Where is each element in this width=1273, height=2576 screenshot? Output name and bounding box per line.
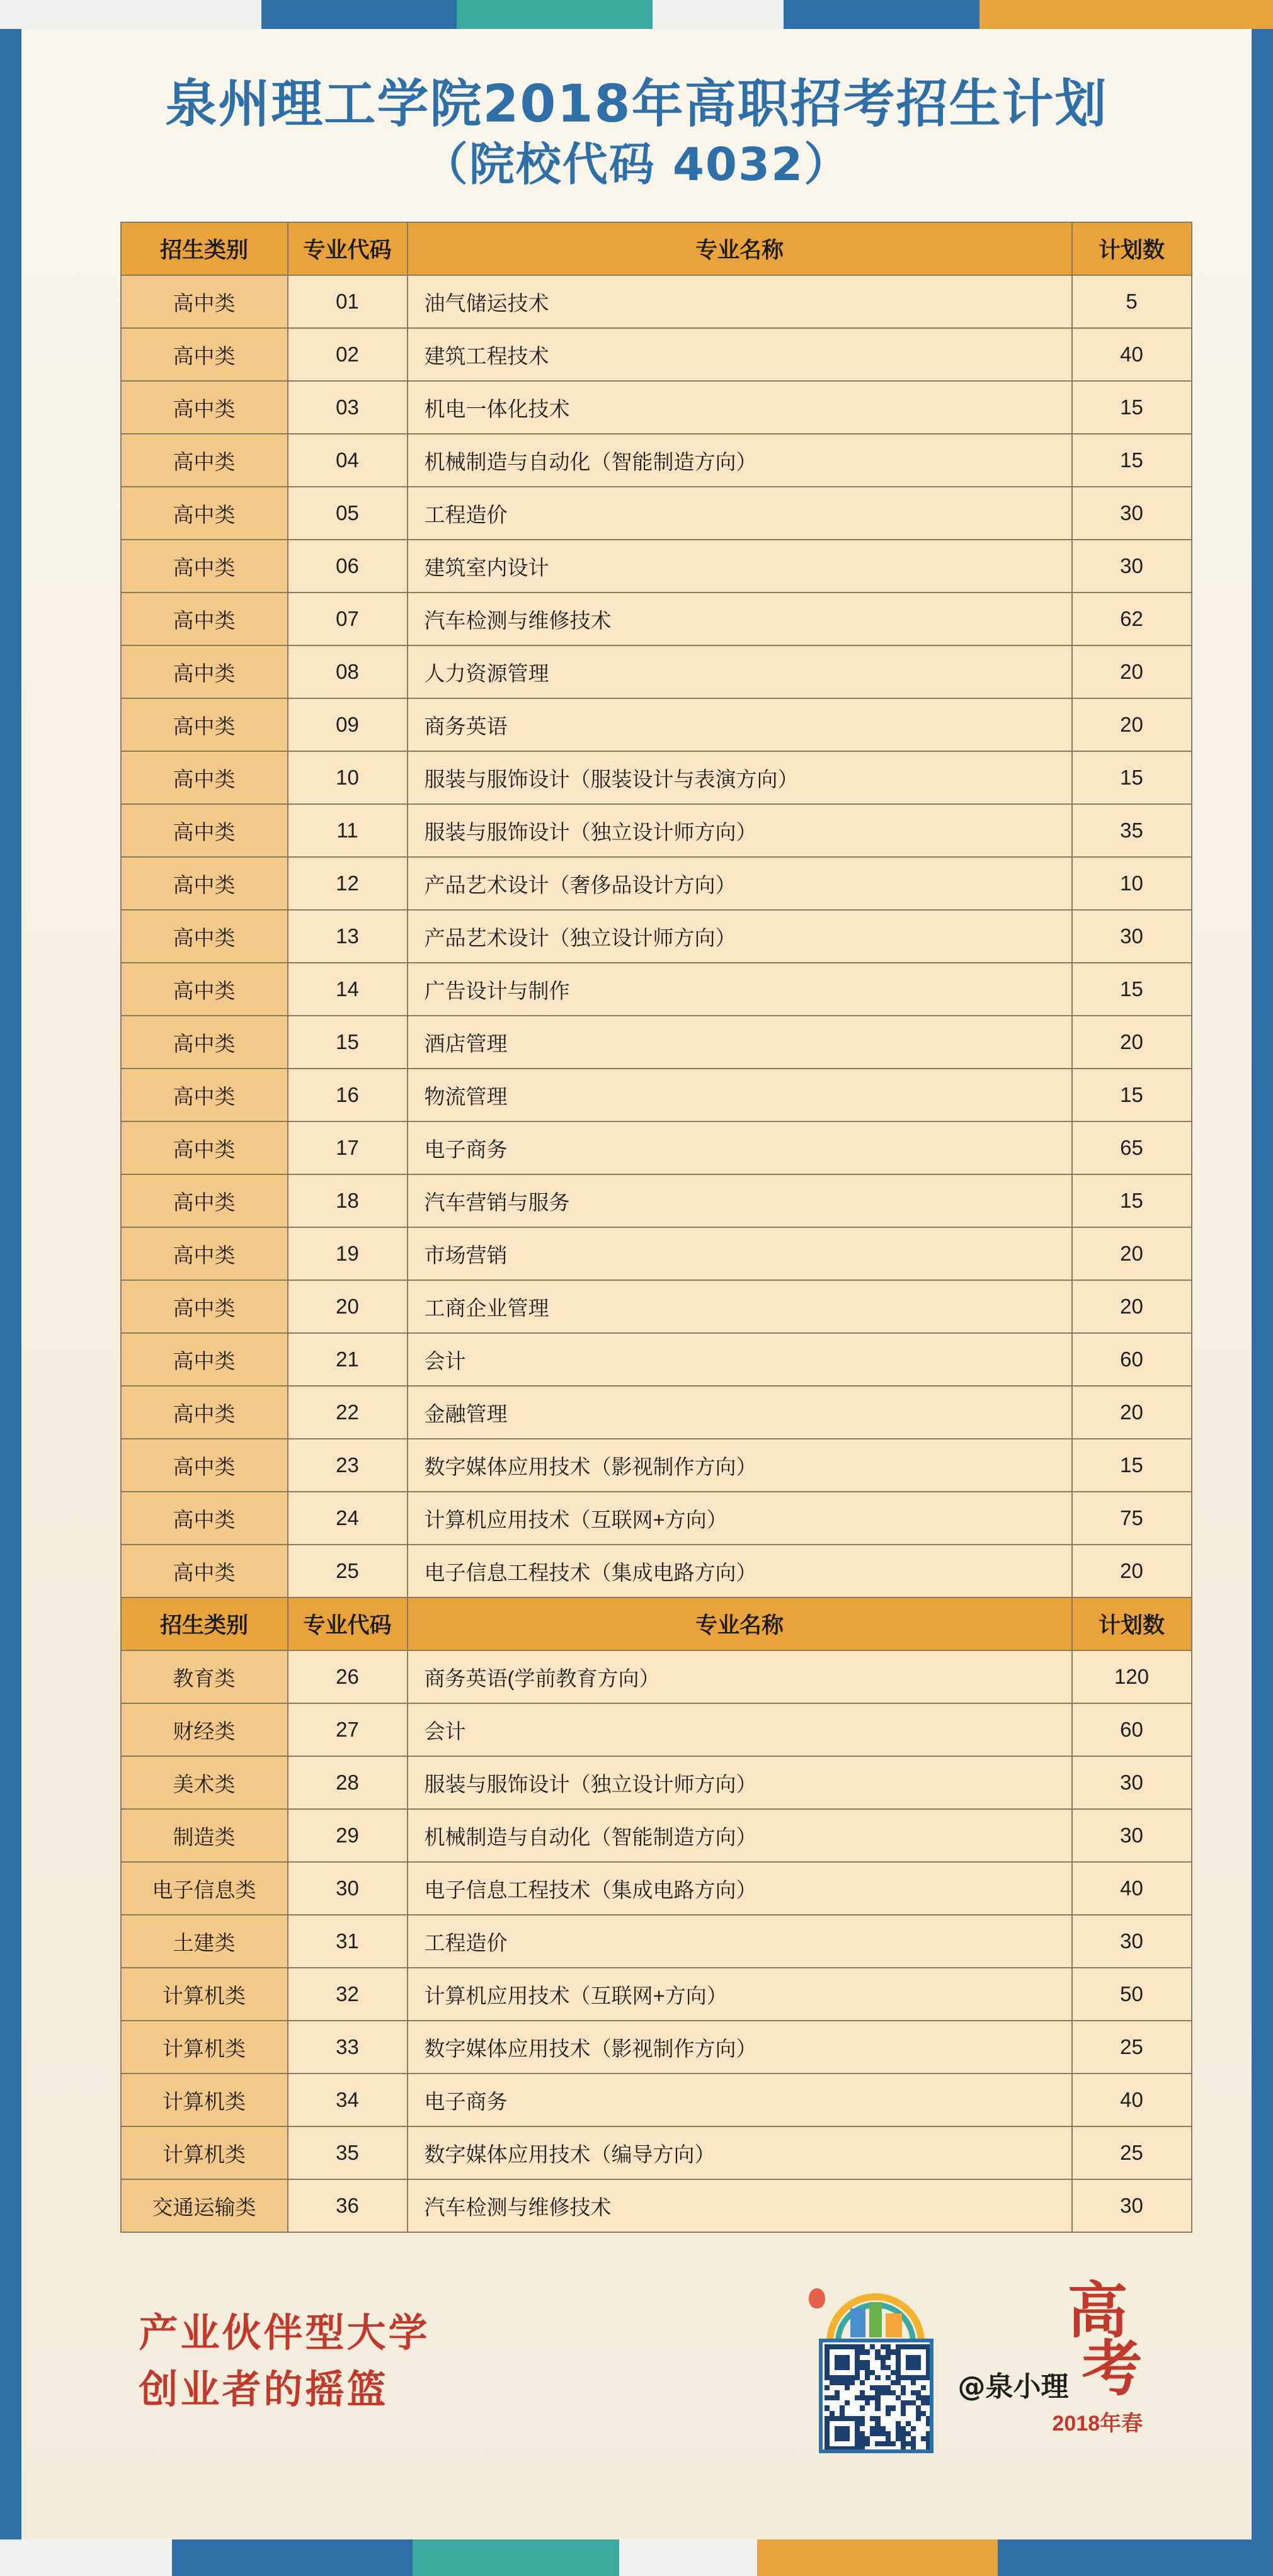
col-header-major-name: 专业名称: [408, 222, 1072, 275]
table-header-row: [121, 222, 1192, 275]
cell-major-name: 服装与服饰设计（独立设计师方向）: [408, 1756, 1072, 1809]
cell-major-code: 30: [288, 1862, 408, 1915]
cell-major-name: 商务英语(学前教育方向）: [408, 1650, 1072, 1703]
cell-major-name: 机械制造与自动化（智能制造方向）: [408, 434, 1072, 487]
cell-category: 高中类: [121, 487, 288, 540]
cell-major-name: 金融管理: [408, 1386, 1072, 1439]
cell-category: 高中类: [121, 1439, 288, 1492]
table-row: [121, 645, 1192, 698]
table-row: [121, 1016, 1192, 1069]
table-row: [121, 857, 1192, 910]
table-head: [121, 222, 1192, 275]
table-row: [121, 1227, 1192, 1280]
top-bar-segment: [457, 0, 653, 29]
qr-code-icon[interactable]: [819, 2339, 933, 2453]
col-header-plan-count: 计划数: [1072, 222, 1192, 275]
cell-major-code: 27: [288, 1703, 408, 1756]
cell-plan-count: 15: [1072, 1439, 1192, 1492]
cell-major-code: 03: [288, 381, 408, 434]
table-row: [121, 487, 1192, 540]
plan-table-wrap: [120, 222, 1165, 2233]
cell-plan-count: 30: [1072, 487, 1192, 540]
table-row: [121, 1862, 1192, 1915]
table-row: [121, 1915, 1192, 1968]
cell-major-code: 07: [288, 593, 408, 645]
cell-plan-count: 15: [1072, 751, 1192, 804]
col-header-major-name-2: 专业名称: [408, 1597, 1072, 1650]
cell-plan-count: 30: [1072, 910, 1192, 963]
table-row: [121, 804, 1192, 857]
table-row: [121, 1174, 1192, 1227]
cell-category: 计算机类: [121, 2021, 288, 2074]
cell-plan-count: 30: [1072, 2179, 1192, 2232]
col-header-plan-count-2: 计划数: [1072, 1597, 1192, 1650]
qr-block[interactable]: [801, 2284, 952, 2453]
gaokao-char-2: 考: [1082, 2332, 1143, 2404]
cell-plan-count: 20: [1072, 1386, 1192, 1439]
cell-plan-count: 25: [1072, 2021, 1192, 2074]
table-row: [121, 751, 1192, 804]
cell-major-name: 产品艺术设计（独立设计师方向）: [408, 910, 1072, 963]
cell-major-code: 04: [288, 434, 408, 487]
cell-category: 教育类: [121, 1650, 288, 1703]
cell-category: 高中类: [121, 857, 288, 910]
cell-category: 高中类: [121, 1545, 288, 1597]
cell-category: 高中类: [121, 1280, 288, 1333]
cell-major-name: 计算机应用技术（互联网+方向）: [408, 1492, 1072, 1545]
cell-plan-count: 20: [1072, 645, 1192, 698]
cell-plan-count: 62: [1072, 593, 1192, 645]
cell-category: 高中类: [121, 1069, 288, 1121]
title-main: 泉州理工学院2018年高职招考招生计划: [165, 74, 1108, 134]
cell-plan-count: 50: [1072, 1968, 1192, 2021]
cell-category: 高中类: [121, 1333, 288, 1386]
table-row: [121, 1069, 1192, 1121]
table-row: [121, 1703, 1192, 1756]
cell-major-code: 19: [288, 1227, 408, 1280]
table-row: [121, 1333, 1192, 1386]
cell-plan-count: 20: [1072, 1016, 1192, 1069]
cell-category: 高中类: [121, 698, 288, 751]
cell-major-code: 21: [288, 1333, 408, 1386]
gaokao-year: 2018年春: [1052, 2411, 1143, 2436]
right-side-bar: [1252, 29, 1273, 2539]
col-header-category: 招生类别: [121, 222, 288, 275]
cell-major-name: 服装与服饰设计（独立设计师方向）: [408, 804, 1072, 857]
cell-category: 财经类: [121, 1703, 288, 1756]
cell-major-name: 机械制造与自动化（智能制造方向）: [408, 1809, 1072, 1862]
cell-plan-count: 15: [1072, 963, 1192, 1016]
table-body-highschool: [121, 275, 1192, 1597]
cell-plan-count: 5: [1072, 275, 1192, 328]
cell-major-code: 10: [288, 751, 408, 804]
table-row: [121, 275, 1192, 328]
bottom-color-bar: [0, 2539, 1273, 2576]
table-row: [121, 1650, 1192, 1703]
cell-category: 交通运输类: [121, 2179, 288, 2232]
cell-major-code: 11: [288, 804, 408, 857]
bottom-bar-segment: [0, 2539, 172, 2576]
table-header-row-2: [121, 1597, 1192, 1650]
cell-category: 高中类: [121, 1386, 288, 1439]
cell-category: 高中类: [121, 540, 288, 593]
cell-major-code: 22: [288, 1386, 408, 1439]
cell-major-name: 计算机应用技术（互联网+方向）: [408, 1968, 1072, 2021]
cell-category: 高中类: [121, 1121, 288, 1174]
gaokao-stamp: [1052, 2275, 1143, 2436]
cell-plan-count: 20: [1072, 1227, 1192, 1280]
table-row: [121, 1439, 1192, 1492]
table-row: [121, 2126, 1192, 2179]
cell-plan-count: 75: [1072, 1492, 1192, 1545]
cell-plan-count: 15: [1072, 434, 1192, 487]
cell-major-code: 01: [288, 275, 408, 328]
slogan-line-1: 产业伙伴型大学: [139, 2310, 430, 2356]
cell-plan-count: 40: [1072, 2074, 1192, 2126]
cell-major-code: 12: [288, 857, 408, 910]
cell-plan-count: 15: [1072, 1174, 1192, 1227]
cell-major-name: 电子信息工程技术（集成电路方向）: [408, 1862, 1072, 1915]
brand-handle: @泉小理: [957, 2371, 1069, 2403]
poster-footer: [83, 2269, 1191, 2477]
cell-plan-count: 30: [1072, 1809, 1192, 1862]
cell-plan-count: 120: [1072, 1650, 1192, 1703]
cell-major-code: 02: [288, 328, 408, 381]
bottom-bar-segment: [998, 2539, 1273, 2576]
cell-plan-count: 35: [1072, 804, 1192, 857]
table-row: [121, 963, 1192, 1016]
cell-plan-count: 30: [1072, 1756, 1192, 1809]
cell-plan-count: 20: [1072, 1545, 1192, 1597]
cell-major-code: 08: [288, 645, 408, 698]
poster-title: [95, 74, 1179, 194]
table-row: [121, 1968, 1192, 2021]
top-bar-segment: [0, 0, 261, 29]
cell-plan-count: 15: [1072, 381, 1192, 434]
cell-major-name: 服装与服饰设计（服装设计与表演方向）: [408, 751, 1072, 804]
cell-major-code: 25: [288, 1545, 408, 1597]
cell-category: 高中类: [121, 645, 288, 698]
cell-major-code: 34: [288, 2074, 408, 2126]
table-row: [121, 540, 1192, 593]
cell-major-code: 09: [288, 698, 408, 751]
cell-major-code: 33: [288, 2021, 408, 2074]
cell-category: 高中类: [121, 751, 288, 804]
cell-plan-count: 60: [1072, 1703, 1192, 1756]
cell-category: 高中类: [121, 1227, 288, 1280]
cell-major-name: 酒店管理: [408, 1016, 1072, 1069]
cell-major-code: 28: [288, 1756, 408, 1809]
cell-major-name: 电子信息工程技术（集成电路方向）: [408, 1545, 1072, 1597]
cell-category: 美术类: [121, 1756, 288, 1809]
cell-category: 高中类: [121, 593, 288, 645]
cell-major-name: 汽车检测与维修技术: [408, 593, 1072, 645]
slogan: [139, 2305, 430, 2418]
col-header-major-code-2: 专业代码: [288, 1597, 408, 1650]
cell-major-code: 05: [288, 487, 408, 540]
balloon-icon: [809, 2288, 825, 2308]
cell-major-name: 建筑室内设计: [408, 540, 1072, 593]
cell-plan-count: 65: [1072, 1121, 1192, 1174]
cell-major-name: 电子商务: [408, 1121, 1072, 1174]
bottom-bar-segment: [172, 2539, 413, 2576]
cell-category: 高中类: [121, 963, 288, 1016]
cell-major-name: 产品艺术设计（奢侈品设计方向）: [408, 857, 1072, 910]
cell-plan-count: 20: [1072, 698, 1192, 751]
cell-major-code: 32: [288, 1968, 408, 2021]
cell-major-name: 人力资源管理: [408, 645, 1072, 698]
table-row: [121, 1756, 1192, 1809]
cell-category: 高中类: [121, 381, 288, 434]
cell-major-code: 15: [288, 1016, 408, 1069]
cell-category: 电子信息类: [121, 1862, 288, 1915]
table-row: [121, 2074, 1192, 2126]
cell-major-name: 数字媒体应用技术（编导方向）: [408, 2126, 1072, 2179]
cell-major-name: 会计: [408, 1333, 1072, 1386]
cell-major-name: 建筑工程技术: [408, 328, 1072, 381]
table-row: [121, 381, 1192, 434]
cell-major-code: 23: [288, 1439, 408, 1492]
cell-category: 高中类: [121, 275, 288, 328]
cell-major-name: 油气储运技术: [408, 275, 1072, 328]
cell-plan-count: 60: [1072, 1333, 1192, 1386]
cell-major-code: 29: [288, 1809, 408, 1862]
table-row: [121, 698, 1192, 751]
bottom-bar-segment: [619, 2539, 756, 2576]
table-row: [121, 1386, 1192, 1439]
table-row: [121, 1809, 1192, 1862]
table-midsection-header: [121, 1597, 1192, 1650]
col-header-major-code: 专业代码: [288, 222, 408, 275]
top-bar-segment: [653, 0, 783, 29]
cell-major-name: 汽车检测与维修技术: [408, 2179, 1072, 2232]
cell-major-name: 机电一体化技术: [408, 381, 1072, 434]
table-row: [121, 328, 1192, 381]
table-row: [121, 2179, 1192, 2232]
gaokao-char-1: 高: [1067, 2275, 1128, 2347]
campus-illustration-icon: [804, 2284, 949, 2339]
cell-major-name: 数字媒体应用技术（影视制作方向）: [408, 2021, 1072, 2074]
cell-major-name: 汽车营销与服务: [408, 1174, 1072, 1227]
cell-plan-count: 40: [1072, 328, 1192, 381]
cell-major-code: 36: [288, 2179, 408, 2232]
cell-category: 高中类: [121, 1492, 288, 1545]
cell-major-code: 31: [288, 1915, 408, 1968]
cell-major-code: 16: [288, 1069, 408, 1121]
cell-category: 高中类: [121, 804, 288, 857]
cell-category: 高中类: [121, 1016, 288, 1069]
cell-major-code: 18: [288, 1174, 408, 1227]
cell-plan-count: 40: [1072, 1862, 1192, 1915]
cell-plan-count: 30: [1072, 1915, 1192, 1968]
table-row: [121, 1545, 1192, 1597]
cell-category: 土建类: [121, 1915, 288, 1968]
cell-category: 高中类: [121, 328, 288, 381]
table-row: [121, 910, 1192, 963]
cell-major-code: 06: [288, 540, 408, 593]
bottom-bar-segment: [413, 2539, 619, 2576]
cell-plan-count: 10: [1072, 857, 1192, 910]
cell-major-name: 物流管理: [408, 1069, 1072, 1121]
table-body-vocational: [121, 1650, 1192, 2232]
cell-major-name: 市场营销: [408, 1227, 1072, 1280]
bottom-bar-segment: [757, 2539, 998, 2576]
top-bar-segment: [784, 0, 979, 29]
title-sub: （院校代码 4032）: [422, 137, 851, 191]
cell-major-code: 14: [288, 963, 408, 1016]
cell-category: 计算机类: [121, 2074, 288, 2126]
cell-plan-count: 25: [1072, 2126, 1192, 2179]
cell-category: 计算机类: [121, 1968, 288, 2021]
table-row: [121, 1492, 1192, 1545]
table-row: [121, 1121, 1192, 1174]
cell-major-name: 广告设计与制作: [408, 963, 1072, 1016]
cell-major-name: 会计: [408, 1703, 1072, 1756]
top-bar-segment: [261, 0, 457, 29]
table-row: [121, 1280, 1192, 1333]
cell-major-name: 工商企业管理: [408, 1280, 1072, 1333]
cell-major-name: 工程造价: [408, 487, 1072, 540]
cell-category: 制造类: [121, 1809, 288, 1862]
top-color-bar: [0, 0, 1273, 29]
cell-major-code: 17: [288, 1121, 408, 1174]
cell-plan-count: 20: [1072, 1280, 1192, 1333]
slogan-line-2: 创业者的摇篮: [139, 2366, 389, 2413]
cell-major-name: 商务英语: [408, 698, 1072, 751]
admission-plan-table: [120, 222, 1192, 2233]
table-row: [121, 2021, 1192, 2074]
table-row: [121, 593, 1192, 645]
cell-major-code: 24: [288, 1492, 408, 1545]
cell-major-code: 20: [288, 1280, 408, 1333]
cell-plan-count: 15: [1072, 1069, 1192, 1121]
cell-major-name: 电子商务: [408, 2074, 1072, 2126]
cell-major-code: 35: [288, 2126, 408, 2179]
cell-major-name: 数字媒体应用技术（影视制作方向）: [408, 1439, 1072, 1492]
table-row: [121, 434, 1192, 487]
top-bar-segment: [979, 0, 1273, 29]
cell-category: 高中类: [121, 1174, 288, 1227]
cell-plan-count: 30: [1072, 540, 1192, 593]
cell-major-name: 工程造价: [408, 1915, 1072, 1968]
col-header-category-2: 招生类别: [121, 1597, 288, 1650]
cell-category: 高中类: [121, 434, 288, 487]
left-side-bar: [0, 29, 21, 2539]
cell-category: 高中类: [121, 910, 288, 963]
cell-category: 计算机类: [121, 2126, 288, 2179]
cell-major-code: 13: [288, 910, 408, 963]
cell-major-code: 26: [288, 1650, 408, 1703]
